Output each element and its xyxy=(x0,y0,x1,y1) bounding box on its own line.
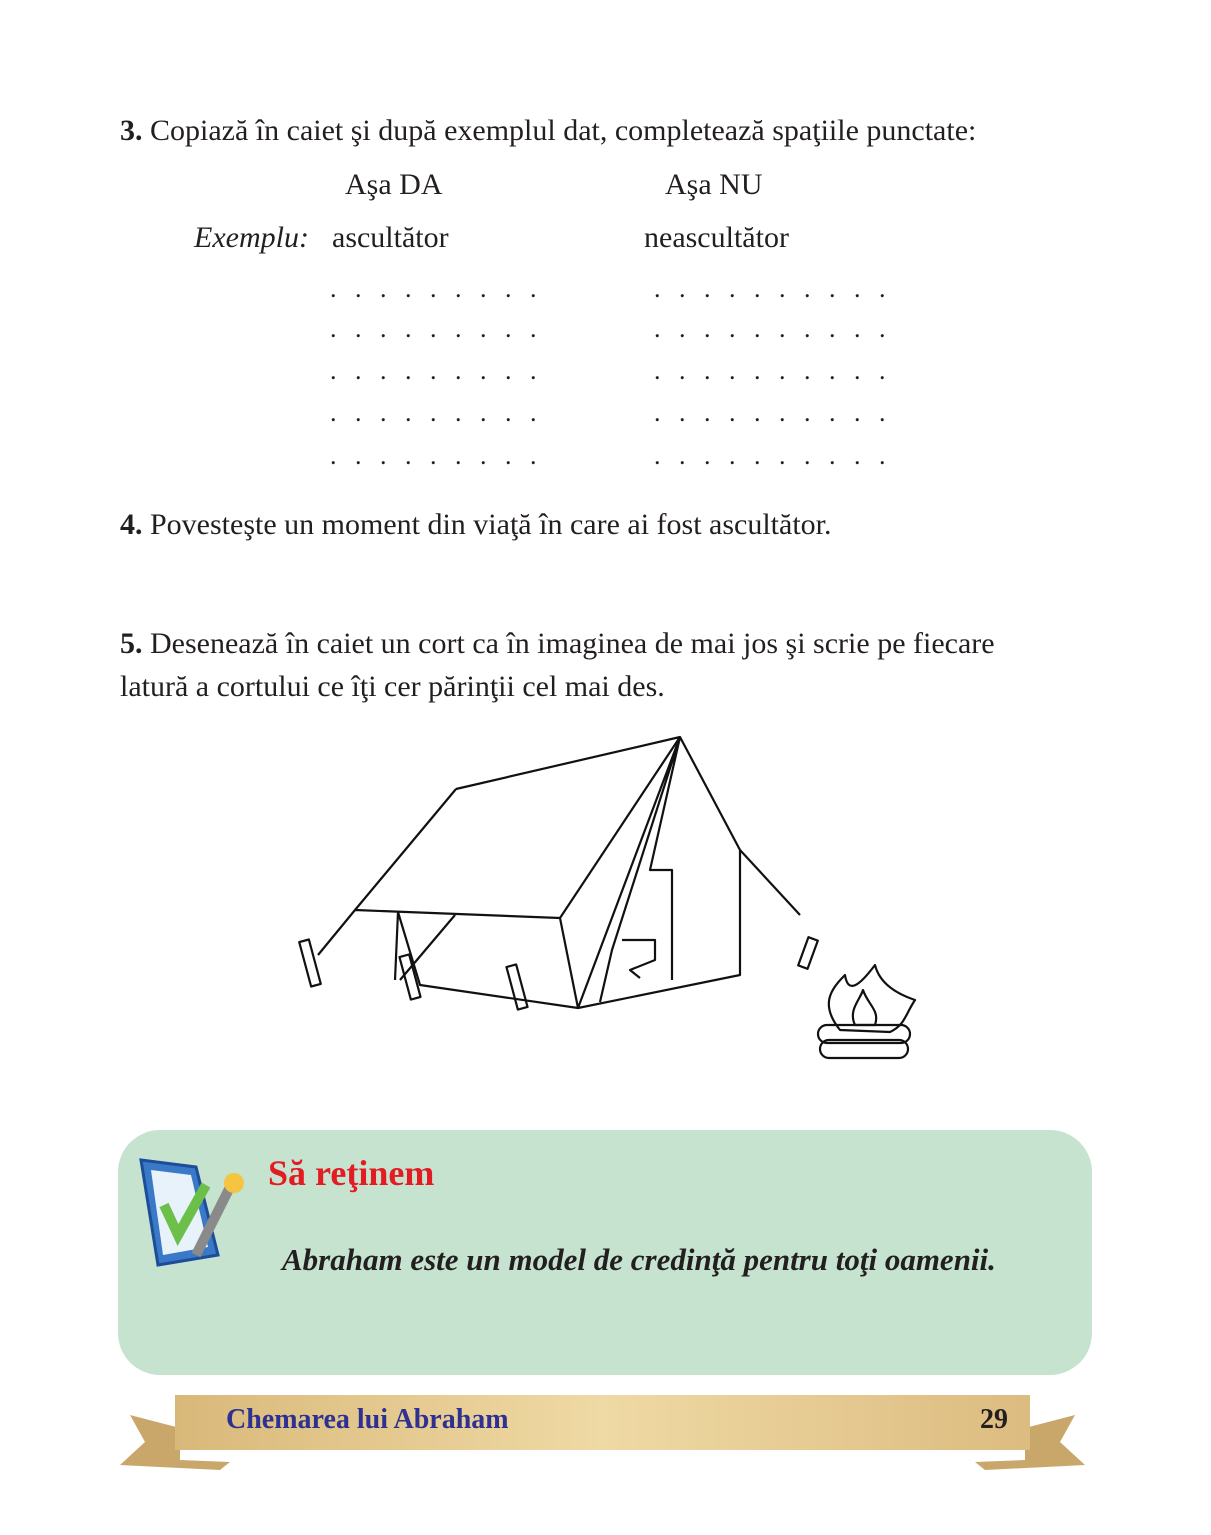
note-text: Abraham este un model de credinţă pentru toţi oamenii. xyxy=(282,1242,996,1277)
exercise-text: Povesteşte un moment din viaţă în care ai fost ascultător. xyxy=(150,508,832,541)
blank-no: . . . . . . . . . . xyxy=(654,398,892,427)
blank-yes: . . . . . . . . . xyxy=(330,441,543,470)
blank-no: . . . . . . . . . . xyxy=(654,441,892,470)
blank-no: . . . . . . . . . . xyxy=(654,356,892,385)
campfire-icon xyxy=(818,965,915,1058)
exercise-number: 4. xyxy=(120,508,143,541)
column-no-header: Aşa NU xyxy=(665,168,763,201)
blank-no: . . . . . . . . . . xyxy=(654,314,892,343)
exercise-text: Copiază în caiet şi după exemplul dat, completează spaţiile punctate: xyxy=(150,114,977,147)
exercise-number: 3. xyxy=(120,114,143,147)
exercise-5-line2: latură a cortului ce îţi cer părinţii cel mai des. xyxy=(120,670,665,703)
example-yes: ascultător xyxy=(332,221,449,254)
blank-yes: . . . . . . . . . xyxy=(330,356,543,385)
blank-yes: . . . . . . . . . xyxy=(330,398,543,427)
column-yes-header: Aşa DA xyxy=(345,168,443,201)
example-no: neascultător xyxy=(644,221,789,254)
footer-chapter-title: Chemarea lui Abraham xyxy=(226,1404,509,1435)
page-number: 29 xyxy=(980,1404,1008,1435)
blank-yes: . . . . . . . . . xyxy=(330,274,543,303)
blank-yes: . . . . . . . . . xyxy=(330,314,543,343)
exercise-number: 5. xyxy=(120,627,143,660)
notepad-check-icon xyxy=(136,1155,251,1270)
example-label: Exemplu: xyxy=(194,221,309,254)
note-title: Să reţinem xyxy=(268,1153,435,1193)
exercise-text: Desenează în caiet un cort ca în imaginea de mai jos şi scrie pe fiecare xyxy=(150,627,995,660)
blank-no: . . . . . . . . . . xyxy=(654,274,892,303)
